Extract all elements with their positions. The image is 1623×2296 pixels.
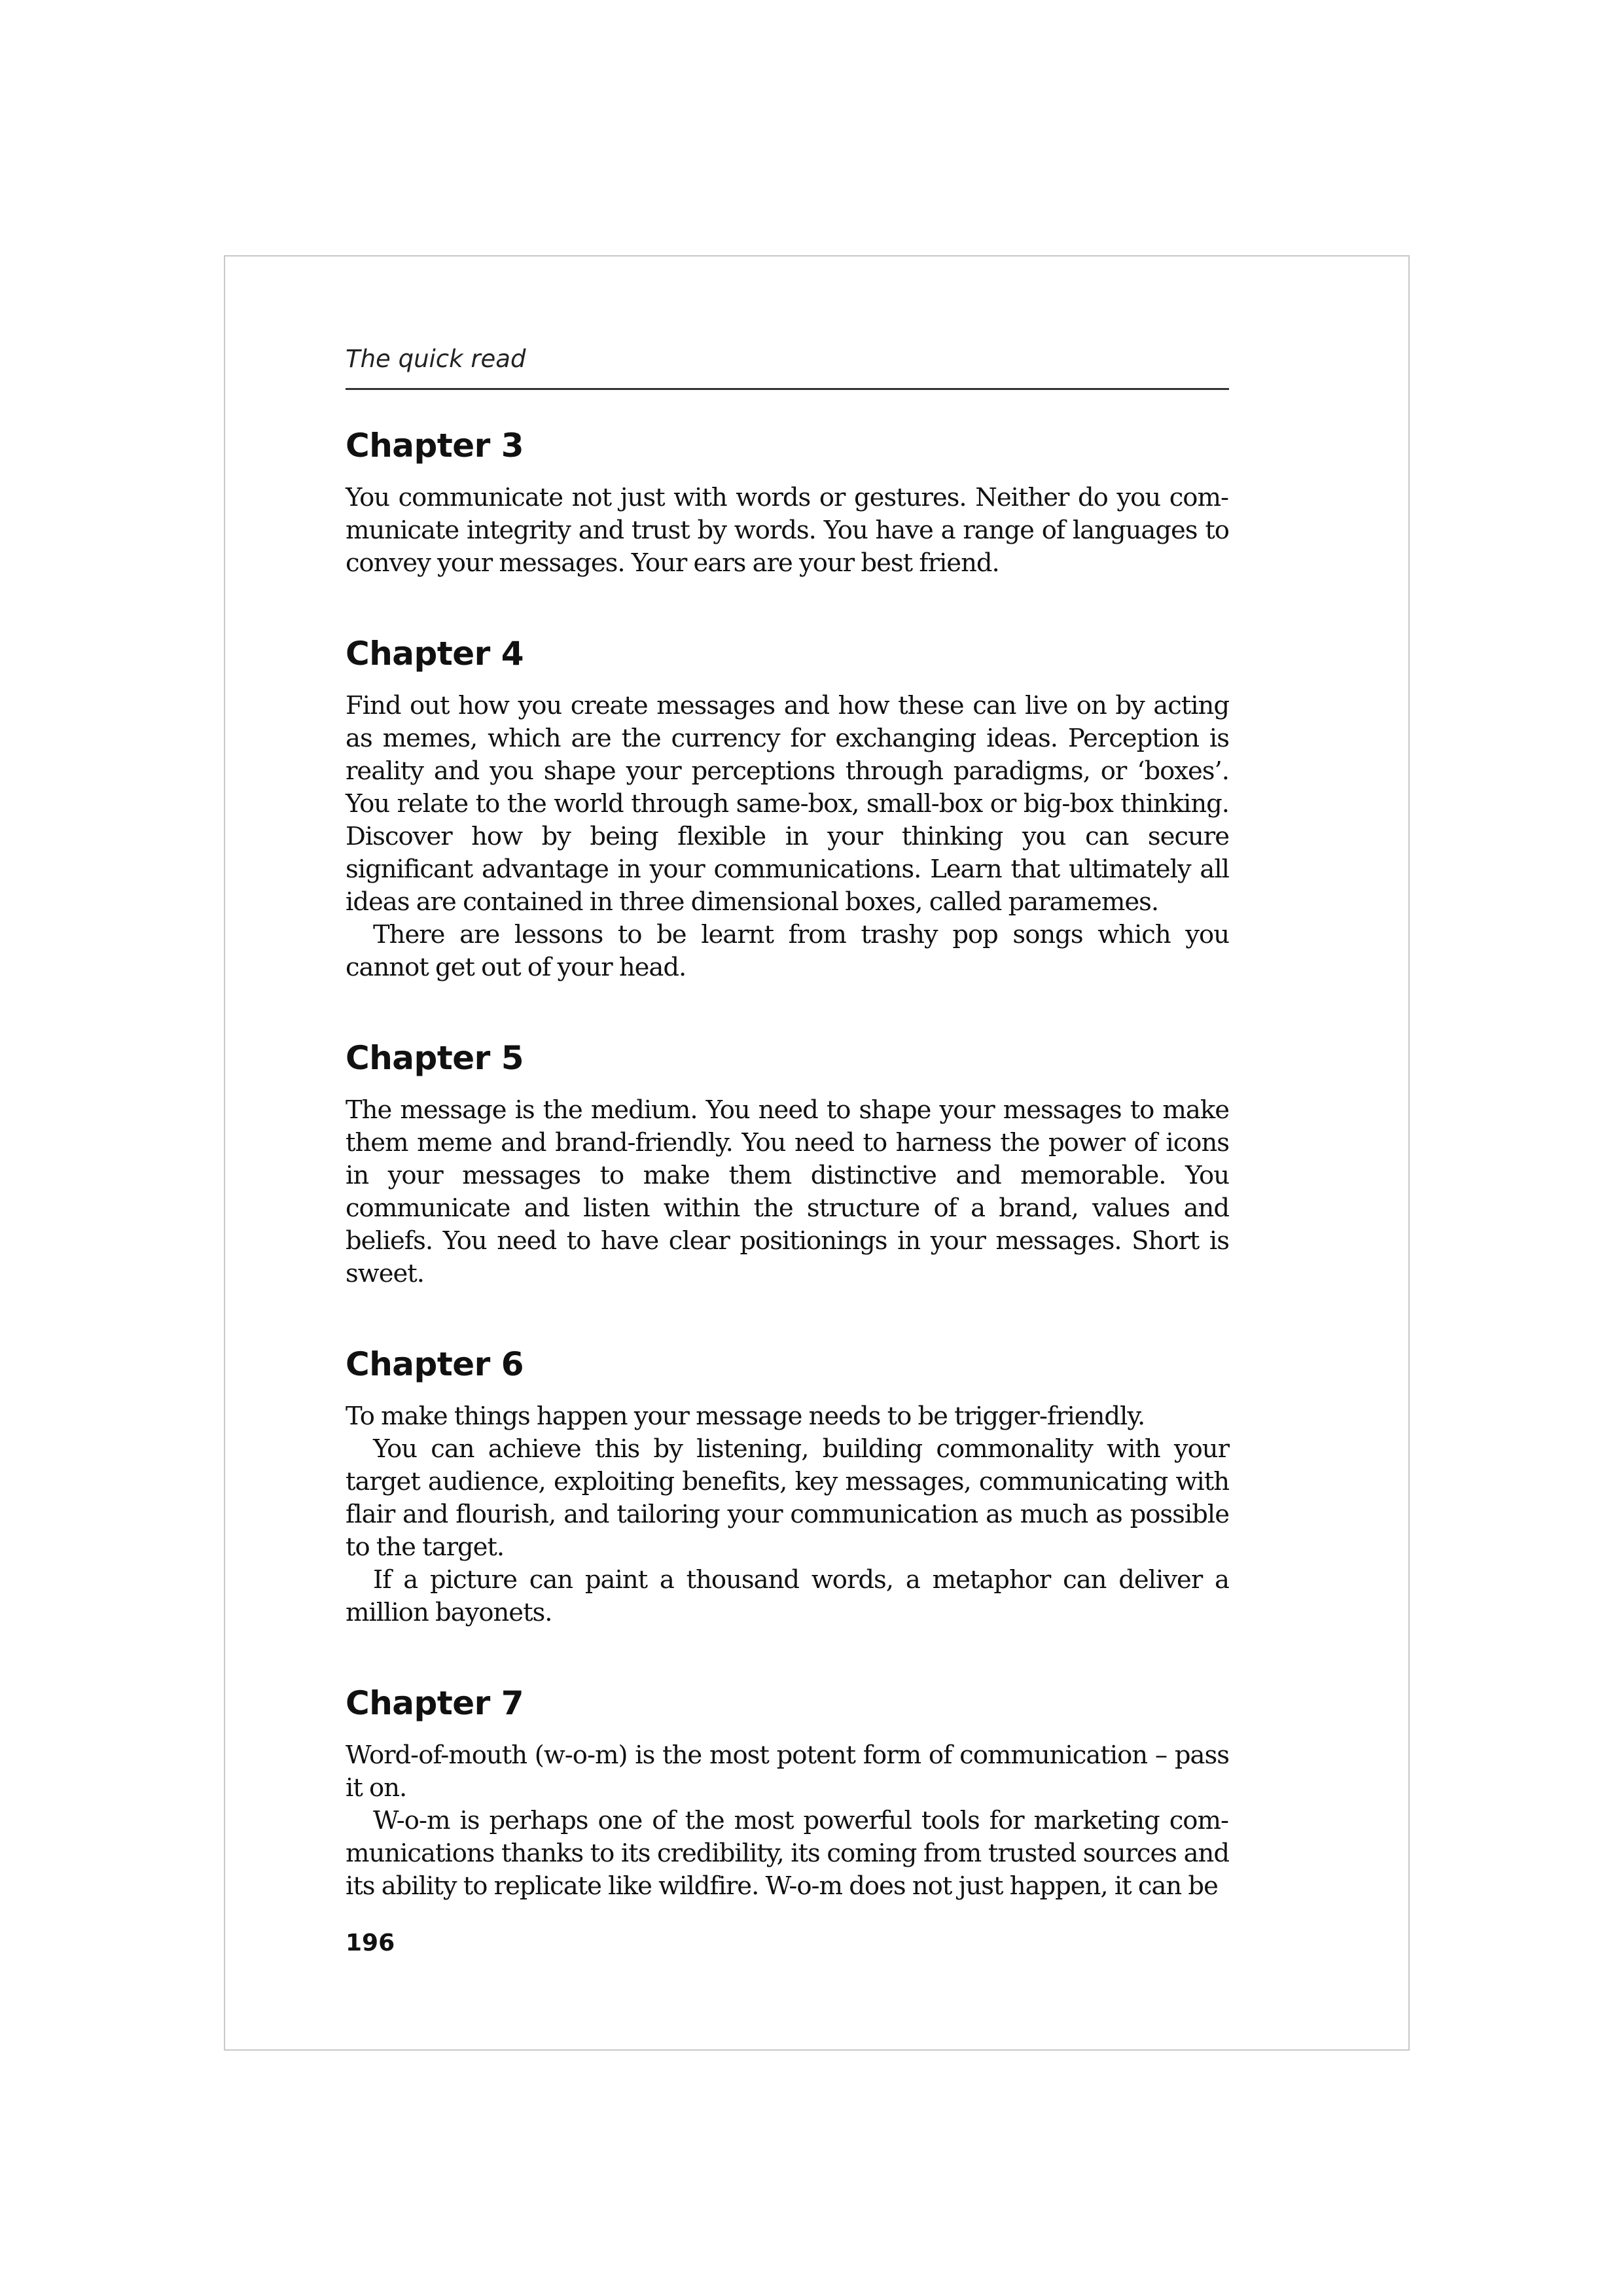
chapter-4-paragraph-1: Find out how you create messages and how these can live on by acting as memes, which are the currency for exchanging ideas. Perception is reality and you shape your perceptions through paradigms, or ‘boxes’. You relate to the world through same-box, small-box or big-box thinking. Discover how by being flexible in your thinking you can secure significant advantage in your communications. Learn that ultimately all ideas are contained in three dimensional boxes, called paramemes.: [346, 691, 1229, 917]
page-number: 196: [346, 1930, 395, 1956]
chapter-5-paragraph-1: The message is the medium. You need to shape your messages to make them meme and brand-friendly. You need to harness the power of icons in your messages to make them distinctive and memorable. You communicate and listen within the structure of a brand, values and beliefs. You need to have clear positionings in your messages. Short is sweet.: [346, 1095, 1229, 1288]
chapter-7-section: [346, 1684, 1229, 1903]
chapter-4-title: Chapter 4: [346, 635, 524, 673]
chapter-3-section: [346, 429, 1229, 580]
chapter-7-paragraph-1: Word-of-mouth (w-o-m) is the most potent form of communication – pass it on.: [346, 1740, 1229, 1803]
page-content: [346, 347, 1229, 1903]
chapter-3-paragraph-1: You communicate not just with words or gestures. Neither do you communicate integrity and trust by words. You have a range of languages to convey your messages. Your ears are your best friend.: [346, 483, 1229, 578]
chapter-6-paragraph-1: To make things happen your message needs to be trigger-friendly.: [346, 1402, 1145, 1431]
chapter-4-paragraph-2: There are lessons to be learnt from trashy pop songs which you cannot get out of your head.: [346, 920, 1229, 982]
chapter-6-paragraph-2: You can achieve this by listening, building commonality with your target audience, exploiting benefits, key messages, communicating with flair and flourish, and tailoring your communication as much as possible to the target.: [346, 1434, 1229, 1562]
chapter-4-section: [346, 637, 1229, 984]
chapter-6-section: [346, 1345, 1229, 1629]
chapter-7-title: Chapter 7: [346, 1684, 524, 1722]
chapter-7-paragraph-2: W-o-m is perhaps one of the most powerful tools for marketing communications thanks to its credibility, its coming from trusted sources and its ability to replicate like wildfire. W-o-m does not just happen, it can be: [346, 1806, 1229, 1901]
chapter-6-paragraph-3: If a picture can paint a thousand words, a metaphor can deliver a million bayonets.: [346, 1565, 1229, 1627]
chapter-5-section: [346, 1039, 1229, 1290]
chapter-3-title: Chapter 3: [346, 427, 524, 465]
chapter-5-title: Chapter 5: [346, 1039, 524, 1077]
chapter-6-title: Chapter 6: [346, 1345, 524, 1383]
running-head: The quick read: [346, 347, 1229, 390]
